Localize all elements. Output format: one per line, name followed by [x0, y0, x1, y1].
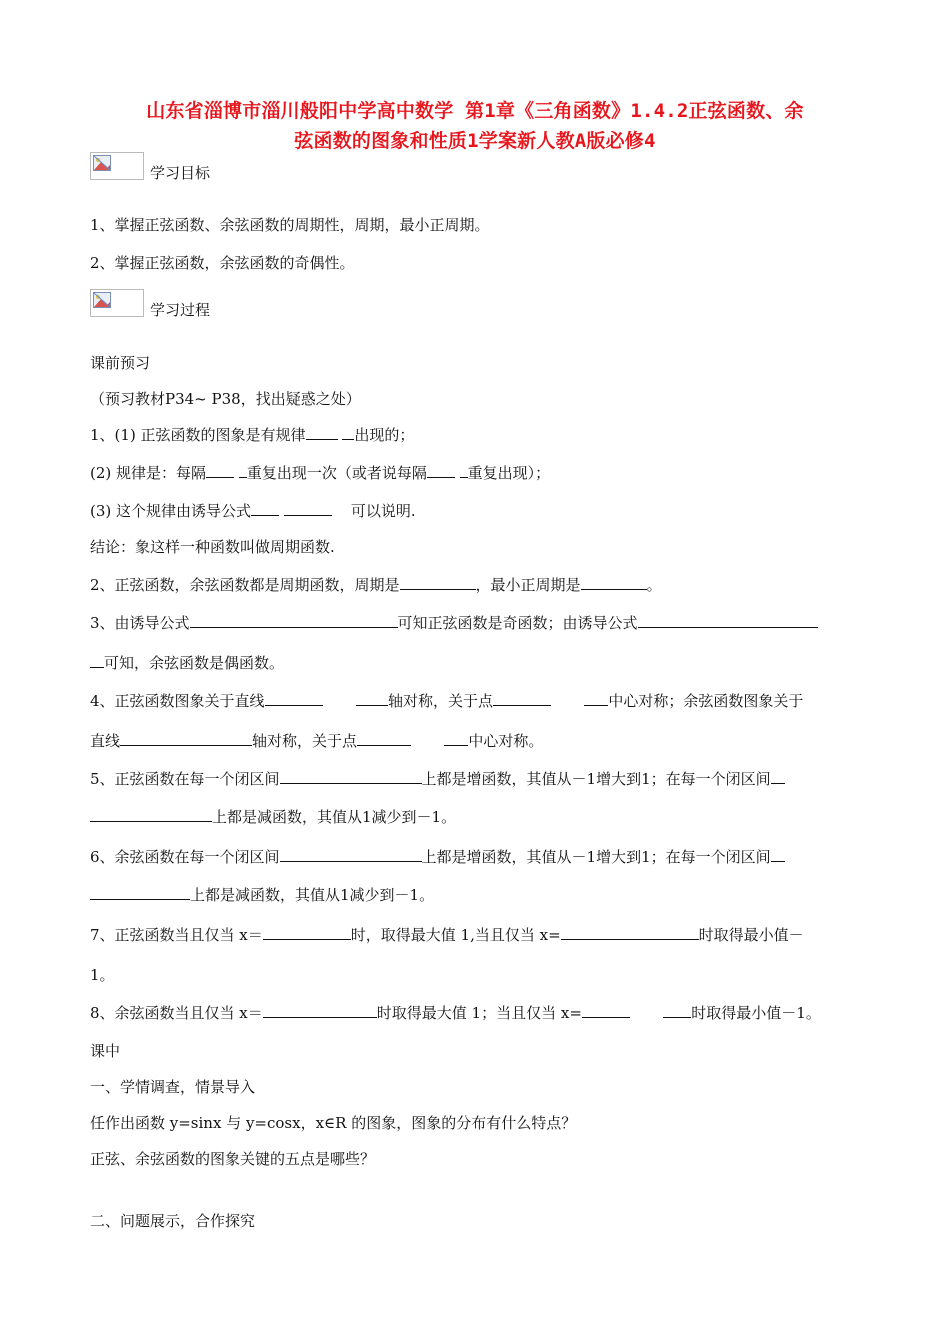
- in-class-task-1: 任作出函数 y=sinx 与 y=cosx，x∈R 的图象，图象的分布有什么特点？: [90, 1114, 577, 1132]
- broken-image-icon: [90, 152, 144, 180]
- blank[interactable]: [342, 424, 354, 440]
- question-1b: (2) 规律是：每隔 重复出现一次（或者说每隔 重复出现）；: [90, 464, 551, 482]
- question-2: 2、正弦函数，余弦函数都是周期函数，周期是 ，最小正周期是 。: [90, 576, 662, 594]
- blank[interactable]: [90, 806, 212, 822]
- question-1c: (3) 这个规律由诱导公式 可以说明.: [90, 502, 416, 520]
- question-5-cont: 上都是减函数，其值从1减少到－1。: [90, 806, 860, 827]
- blank[interactable]: [356, 690, 388, 706]
- title-line-2: 弦函数的图象和性质1学案新人教A版必修4: [294, 130, 656, 152]
- blank[interactable]: [771, 846, 785, 862]
- blank[interactable]: [561, 924, 699, 940]
- blank[interactable]: [251, 500, 279, 516]
- blank[interactable]: [663, 1002, 691, 1018]
- broken-image-icon: [90, 289, 144, 317]
- goal-1: 1、掌握正弦函数、余弦函数的周期性，周期，最小正周期。: [90, 216, 490, 234]
- preview-note: （预习教材P34~ P38，找出疑惑之处）: [90, 390, 361, 408]
- goal-2: 2、掌握正弦函数，余弦函数的奇偶性。: [90, 254, 355, 272]
- in-class-part-1: 一、学情调查，情景导入: [90, 1078, 256, 1096]
- blank[interactable]: [581, 574, 647, 590]
- blank[interactable]: [427, 462, 455, 478]
- document-title: [80, 96, 870, 156]
- question-3-cont: 可知，余弦函数是偶函数。: [90, 652, 860, 673]
- blank[interactable]: [90, 652, 104, 668]
- blank[interactable]: [120, 730, 252, 746]
- title-line-1: 山东省淄博市淄川般阳中学高中数学 第1章《三角函数》1.4.2正弦函数、余: [146, 100, 804, 122]
- blank[interactable]: [582, 1002, 630, 1018]
- blank[interactable]: [90, 884, 190, 900]
- question-7-cont: 1。: [90, 966, 115, 984]
- blank[interactable]: [460, 462, 468, 478]
- in-class-task-2: 正弦、余弦函数的图象关键的五点是哪些？: [90, 1150, 376, 1168]
- preview-heading: 课前预习: [90, 354, 151, 372]
- blank[interactable]: [444, 730, 468, 746]
- goals-heading: 学习目标: [150, 164, 211, 182]
- question-8: 8、余弦函数当且仅当 x＝ 时取得最大值 1；当且仅当 x= 时取得最小值－1。: [90, 1004, 821, 1022]
- blank[interactable]: [263, 1002, 377, 1018]
- blank[interactable]: [263, 924, 351, 940]
- process-heading: 学习过程: [150, 301, 211, 319]
- blank[interactable]: [306, 424, 338, 440]
- blank[interactable]: [280, 768, 422, 784]
- blank[interactable]: [400, 574, 476, 590]
- blank[interactable]: [638, 612, 818, 628]
- blank[interactable]: [239, 462, 247, 478]
- question-7: 7、正弦函数当且仅当 x＝ 时，取得最大值 1,当且仅当 x= 时取得最小值－: [90, 926, 804, 944]
- blank[interactable]: [265, 690, 323, 706]
- goals-heading-row: [90, 148, 210, 183]
- blank[interactable]: [280, 846, 422, 862]
- question-6: 6、余弦函数在每一个闭区间 上都是增函数，其值从－1增大到1；在每一个闭区间: [90, 846, 860, 867]
- question-4: 4、正弦函数图象关于直线 轴对称，关于点 中心对称；余弦函数图象关于: [90, 692, 804, 710]
- question-4-cont: 直线 轴对称，关于点 中心对称。: [90, 732, 544, 750]
- blank[interactable]: [771, 768, 785, 784]
- blank[interactable]: [206, 462, 234, 478]
- question-1a: 1、(1) 正弦函数的图象是有规律 出现的；: [90, 426, 415, 444]
- conclusion: 结论：象这样一种函数叫做周期函数.: [90, 538, 335, 556]
- blank[interactable]: [190, 612, 398, 628]
- question-3: 3、由诱导公式 可知正弦函数是奇函数；由诱导公式: [90, 612, 860, 633]
- blank[interactable]: [284, 500, 332, 516]
- question-6-cont: 上都是减函数，其值从1减少到－1。: [90, 884, 860, 905]
- blank[interactable]: [357, 730, 411, 746]
- question-5: 5、正弦函数在每一个闭区间 上都是增函数，其值从－1增大到1；在每一个闭区间: [90, 768, 860, 789]
- blank[interactable]: [584, 690, 608, 706]
- in-class-part-2: 二、问题展示，合作探究: [90, 1212, 256, 1230]
- in-class-heading: 课中: [90, 1042, 121, 1060]
- process-heading-row: [90, 285, 210, 320]
- blank[interactable]: [493, 690, 551, 706]
